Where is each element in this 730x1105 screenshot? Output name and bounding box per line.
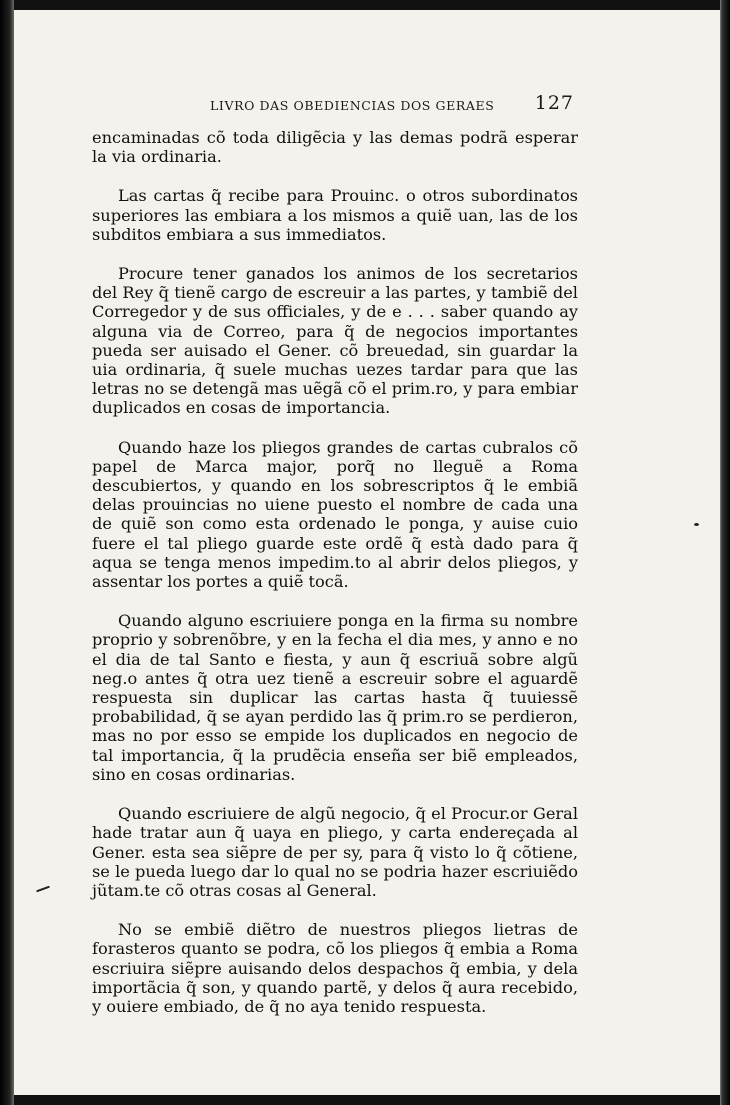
paragraph-3: Procure tener ganados los animos de los secretarios del Rey q̃ tienẽ cargo de escreuir a las partes, y tambiẽ del Corregedor y de sus officiales, y de e . . . saber quando ay alguna via de Correo, para q̃ de negocios importantes pueda ser auisado el Gener. cõ breuedad, sin guardar la uia ordinaria, q̃ suele muchas uezes tardar para que las letras no se detengã mas uẽgã cõ el prim.ro, y para embiar duplicados en cosas de importancia. [92, 264, 578, 418]
paragraph-7: No se embiẽ diẽtro de nuestros pliegos lietras de forasteros quanto se podra, cõ los pliegos q̃ embia a Roma escriuira siẽpre auisando delos despachos q̃ embia, y dela importãcia q̃ son, y quando partẽ, y delos q̃ aura recebido, y ouiere embiado, de q̃ no aya tenido respuesta. [92, 920, 578, 1016]
ink-speck [694, 523, 699, 526]
page-number: 127 [534, 92, 574, 114]
page-header [90, 92, 578, 118]
running-title: LIVRO DAS OBEDIENCIAS DOS GERAES [210, 98, 495, 113]
paragraph-1: encaminadas cõ toda diligẽcia y las demas podrã esperar la via ordinaria. [92, 128, 578, 167]
paragraph-6: Quando escriuiere de algũ negocio, q̃ el Procur.or Geral hade tratar aun q̃ uaya en pliego, y carta endereçada al Gener. esta sea siẽpre de per sy, para q̃ visto lo q̃ cõtiene, se le pueda luego dar lo qual no se podria hazer escriuiẽdo jũtam.te cõ otras cosas al General. [92, 804, 578, 900]
paragraph-4: Quando haze los pliegos grandes de cartas cubralos cõ papel de Marca major, porq̃ no lleguẽ a Roma descubiertos, y quando en los sobrescriptos q̃ le embiã delas prouincias no uiene puesto el nombre de cada una de quiẽ son como esta ordenado le ponga, y auise cuio fuere el tal pliego guarde este ordẽ q̃ està dado para q̃ aqua se tenga menos impedim.to al abrir delos pliegos, y assentar los portes a quiẽ tocã. [92, 437, 578, 592]
paragraph-2: Las cartas q̃ recibe para Prouinc. o otros subordinatos superiores las embiara a los mismos a quiẽ uan, las de los subditos embiara a sus immediatos. [92, 186, 578, 244]
scan-left-edge [0, 0, 14, 1105]
scan-right-edge [720, 0, 730, 1105]
paragraph-5: Quando alguno escriuiere ponga en la firma su nombre proprio y sobrenõbre, y en la fecha el dia mes, y anno e no el dia de tal Santo e fiesta, y aun q̃ escriuã sobre algũ neg.o antes q̃ otra uez tienẽ a escreuir sobre el aguardẽ respuesta sin duplicar las cartas hasta q̃ tuuiessẽ probabilidad, q̃ se ayan perdido las q̃ prim.ro se perdieron, mas no por esso se empide los duplicados en negocio de tal importancia, q̃ la prudẽcia enseña ser biẽ empleados, sino en cosas ordinarias. [92, 611, 578, 784]
page-body [92, 128, 578, 1036]
